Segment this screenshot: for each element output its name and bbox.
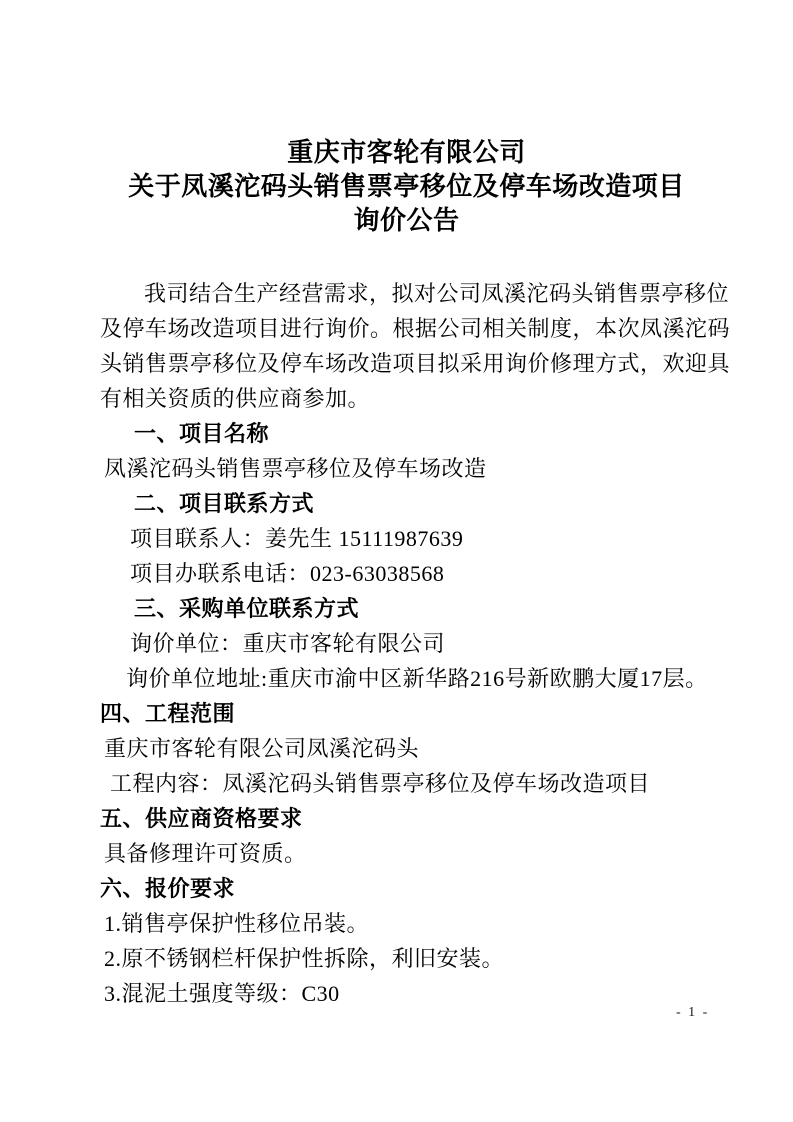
section-heading: 二、项目联系方式 — [134, 491, 315, 516]
body-line: 3.混泥土强度等级：C30 — [104, 981, 340, 1006]
section-heading: 四、工程范围 — [100, 701, 236, 726]
body-line: 具备修理许可资质。 — [104, 841, 307, 866]
body-line: 我司结合生产经营需求，拟对公司凤溪沱码头销售票亭移位 — [144, 281, 730, 306]
title-line-announcement: 询价公告 — [353, 206, 460, 235]
title-line-company: 重庆市客轮有限公司 — [287, 138, 526, 167]
section-heading: 六、报价要求 — [100, 876, 236, 901]
body-line: 头销售票亭移位及停车场改造项目拟采用询价修理方式，欢迎具 — [100, 351, 731, 376]
document-title — [100, 136, 713, 238]
body-line: 重庆市客轮有限公司凤溪沱码头 — [104, 736, 420, 761]
body-line: 1.销售亭保护性移位吊装。 — [104, 911, 370, 936]
body-line: 项目联系人：姜先生 15111987639 — [130, 526, 464, 551]
body-line: 询价单位地址:重庆市渝中区新华路216号新欧鹏大厦17层。 — [126, 666, 708, 691]
section-heading: 五、供应商资格要求 — [100, 806, 303, 831]
body-line: 询价单位：重庆市客轮有限公司 — [130, 631, 446, 656]
title-line-project: 关于凤溪沱码头销售票亭移位及停车场改造项目 — [128, 172, 685, 201]
section-heading: 三、采购单位联系方式 — [134, 596, 360, 621]
body-line: 2.原不锈钢栏杆保护性拆除，利旧安装。 — [104, 946, 505, 971]
body-line: 及停车场改造项目进行询价。根据公司相关制度，本次凤溪沱码 — [100, 316, 731, 341]
body-line: 项目办联系电话：023-63038568 — [130, 561, 445, 586]
body-line: 有相关资质的供应商参加。 — [100, 386, 371, 411]
body-line: 工程内容：凤溪沱码头销售票亭移位及停车场改造项目 — [110, 771, 651, 796]
body-line: 凤溪沱码头销售票亭移位及停车场改造 — [104, 456, 487, 481]
page-number: - 1 - — [676, 1005, 710, 1020]
document-body — [100, 276, 731, 1011]
section-heading: 一、项目名称 — [134, 421, 270, 446]
